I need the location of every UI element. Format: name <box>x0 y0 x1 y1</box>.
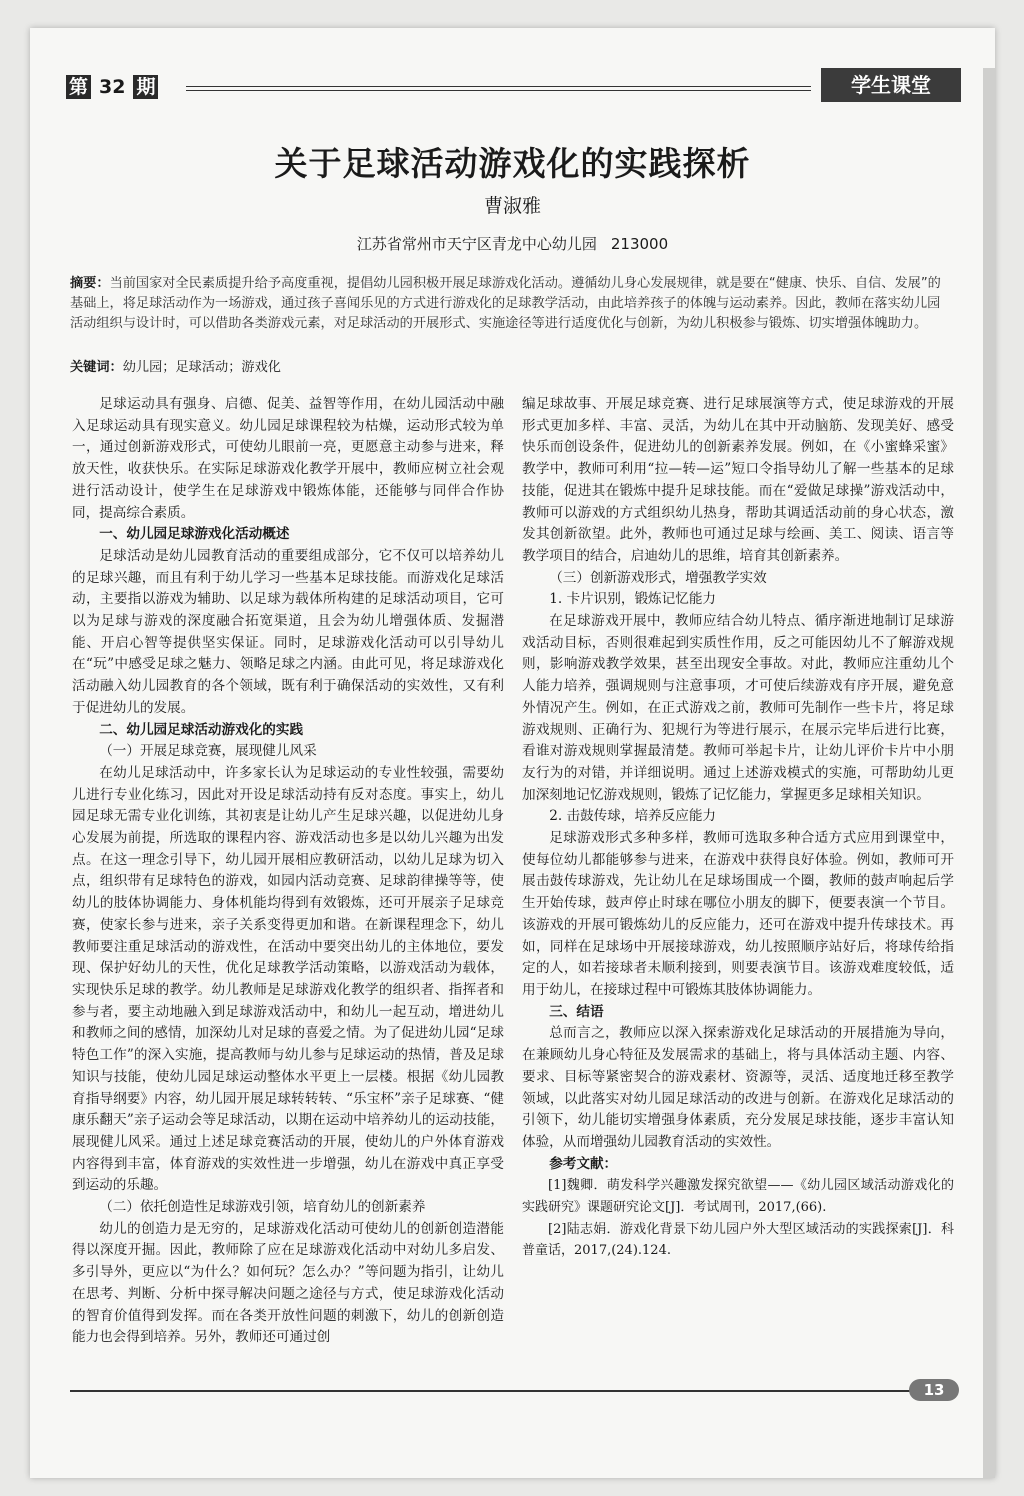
running-header <box>66 74 951 104</box>
section-heading: 一、幼儿园足球游戏化活动概述 <box>99 526 290 543</box>
header-rule-2 <box>186 90 811 91</box>
page-number: 13 <box>909 1379 959 1401</box>
paragraph: 在幼儿足球活动中，许多家长认为足球运动的专业性较强，需要幼儿进行专业化练习，因此对开设足球活动持有反对态度。事实上，幼儿园足球无需专业化训练，其初衷是让幼儿产生足球兴趣，以促进幼儿身心发展为前提，所选取的课程内容、游戏活动也多是以幼儿兴趣为出发点。在这一理念引导下，幼儿园开展相应教研活动，以幼儿足球为切入点，组织带有足球特色的游戏，如园内活动竞赛、足球韵律操等等，使幼儿的肢体协调能力、身体机能均得到有效锻炼，还可开展亲子足球竞赛，使家长参与进来，亲子关系变得更加和谐。在新课程理念下，幼儿教师要注重足球活动的游戏性，在活动中要突出幼儿的主体地位，要发现、保护好幼儿的天性，优化足球教学活动策略，以游戏活动为载体，实现快乐足球的教学。幼儿教师是足球游戏化教学的组织者、指挥者和参与者，要主动地融入到足球游戏活动中，和幼儿一起互动，增进幼儿和教师之间的感情，加深幼儿对足球的喜爱之情。为了促进幼儿园“足球特色工作”的深入实施，提高教师与幼儿参与足球运动的热情，普及足球知识与技能，使幼儿园足球运动整体水平更上一层楼。根据《幼儿园教育指导纲要》内容，幼儿园开展足球转转转、“乐宝杯”亲子足球赛、“健康乐翻天”亲子运动会等足球活动，以期在运动中培养幼儿的运动技能，展现健儿风采。通过上述足球竞赛活动的开展，使幼儿的户外体育游戏内容得到丰富，体育游戏的实效性进一步增强，幼儿在游戏中真正享受到运动的乐趣。 <box>72 764 504 1194</box>
abstract-text: 当前国家对全民素质提升给予高度重视，提倡幼儿园积极开展足球游戏化活动。遵循幼儿身心发展规律，就是要在“健康、快乐、自信、发展”的基础上，将足球活动作为一场游戏，通过孩子喜闻乐见的方式进行游戏化的足球教学活动，由此培养孩子的体魄与运动素养。因此，教师在落实幼儿园活动组织与设计时，可以借助各类游戏元素，对足球活动的开展形式、实施途径等进行适度优化与创新，为幼儿积极参与锻炼、切实增强体魄助力。 <box>70 276 941 331</box>
affiliation-line <box>30 233 995 254</box>
references-label: 参考文献： <box>549 1155 618 1172</box>
subsection-heading: 2. 击鼓传球，培养反应能力 <box>549 808 717 825</box>
issue-number: 32 <box>99 76 126 98</box>
section-heading: 二、幼儿园足球活动游戏化的实践 <box>99 721 304 738</box>
reference-item: [2]陆志娟．游戏化背景下幼儿园户外大型区域活动的实践探索[J]．科普童话，2017,(24).124. <box>522 1221 954 1259</box>
journal-page <box>30 28 995 1478</box>
paragraph: 总而言之，教师应以深入探索游戏化足球活动的开展措施为导向，在兼顾幼儿身心特征及发展需求的基础上，将与具体活动主题、内容、要求、目标等紧密契合的游戏素材、资源等，灵活、适度地迁移至教学领域，以此落实对幼儿园足球活动的改进与创新。在游戏化足球活动的引领下，幼儿能切实增强身体素质，充分发展足球技能，逐步丰富认知体验，从而增强幼儿园教育活动的实效性。 <box>522 1025 954 1150</box>
postcode: 213000 <box>610 235 669 253</box>
paragraph: 编足球故事、开展足球竞赛、进行足球展演等方式，使足球游戏的开展形式更加多样、丰富、灵活，为幼儿在其中开动脑筋、发现美好、感受快乐而创设条件，促进幼儿的创新素养发展。例如，在《小蜜蜂采蜜》教学中，教师可利用“拉—转—运”短口令指导幼儿了解一些基本的足球技能，促进其在锻炼中提升足球技能。而在“爱做足球操”游戏活动中，教师可以游戏的方式组织幼儿热身，帮助其调适活动前的身心状态，激发其创新欲望。此外，教师也可通过足球与绘画、美工、阅读、语言等教学项目的结合，启迪幼儿的思维，培育其创新素养。 <box>522 396 954 564</box>
issue-suffix: 期 <box>133 75 158 99</box>
reference-item: [1]魏卿．萌发科学兴趣激发探究欲望——《幼儿园区域活动游戏化的实践研究》课题研究论文[J]．考试周刊，2017,(66). <box>522 1178 954 1216</box>
left-column <box>72 394 504 1349</box>
right-column <box>522 394 954 1262</box>
keywords-text: 幼儿园；足球活动；游戏化 <box>122 360 281 375</box>
section-label: 学生课堂 <box>821 68 961 102</box>
abstract <box>70 274 950 334</box>
subsection-heading: （三）创新游戏形式，增强教学实效 <box>549 569 767 586</box>
keywords-label: 关键词： <box>70 360 123 375</box>
paragraph: 在足球游戏开展中，教师应结合幼儿特点、循序渐进地制订足球游戏活动目标，否则很难起到实质性作用，反之可能因幼儿不了解游戏规则，影响游戏教学效果，甚至出现安全事故。对此，教师应注重幼儿个人能力培养，强调规则与注意事项，才可使后续游戏有序开展，避免意外情况产生。例如，在正式游戏之前，教师可先制作一些卡片，将足球游戏规则、正确行为、犯规行为等进行展示，在展示完毕后进行比赛，看谁对游戏规则掌握最清楚。教师可举起卡片，让幼儿评价卡片中小朋友行为的对错，并详细说明。通过上述游戏模式的实施，可帮助幼儿更加深刻地记忆游戏规则，锻炼了记忆能力，掌握更多足球相关知识。 <box>522 613 954 803</box>
abstract-label: 摘要： <box>70 276 110 291</box>
keywords <box>70 358 950 378</box>
paragraph: 足球游戏形式多种多样，教师可选取多种合适方式应用到课堂中，使每位幼儿都能够参与进来，在游戏中获得良好体验。例如，教师可开展击鼓传球游戏，先让幼儿在足球场围成一个圈，教师的鼓声响起后学生开始传球，鼓声停止时球在哪位小朋友的脚下，便要表演一个节目。该游戏的开展可锻炼幼儿的反应能力，还可在游戏中提升传球技术。再如，同样在足球场中开展接球游戏，幼儿按照顺序站好后，将球传给指定的人，如若接球者未顺利接到，则要表演节目。该游戏难度较低，适用于幼儿，在接球过程中可锻炼其肢体协调能力。 <box>522 830 954 998</box>
issue-label <box>66 74 158 100</box>
article-title: 关于足球活动游戏化的实践探析 <box>274 144 751 183</box>
affiliation: 江苏省常州市天宁区青龙中心幼儿园 <box>356 235 597 253</box>
page-edge-shadow <box>983 68 995 1478</box>
subsection-heading: （一）开展足球竞赛，展现健儿风采 <box>99 743 317 760</box>
subsection-heading: （二）依托创造性足球游戏引领，培育幼儿的创新素养 <box>99 1199 426 1216</box>
paragraph: 幼儿的创造力是无穷的，足球游戏化活动可使幼儿的创新创造潜能得以深度开掘。因此，教师除了应在足球游戏化活动中对幼儿多启发、多引导外，更应以“为什么？如何玩？怎么办？”等问题为指引，让幼儿在思考、判断、分析中探寻解决问题之途径与方式，使足球游戏化活动的智育价值得到发挥。而在各类开放性问题的刺激下，幼儿的创新创造能力也会得到培养。另外，教师还可通过创 <box>72 1220 504 1346</box>
author: 曹淑雅 <box>483 195 541 217</box>
paragraph: 足球活动是幼儿园教育活动的重要组成部分，它不仅可以培养幼儿的足球兴趣，而且有利于幼儿学习一些基本足球技能。而游戏化足球活动，主要指以游戏为辅助、以足球为载体所构建的足球活动项目，它可以为足球与游戏的深度融合拓宽渠道，且会为幼儿增强体质、发掘潜能、开启心智等提供坚实保证。同时，足球游戏化活动可以引导幼儿在“玩”中感受足球之魅力、领略足球之内涵。由此可见，将足球游戏化活动融入幼儿园教育的各个领域，既有利于确保活动的实效性，又有利于促进幼儿的发展。 <box>72 547 504 716</box>
issue-prefix: 第 <box>66 75 91 99</box>
paragraph: 足球运动具有强身、启德、促美、益智等作用，在幼儿园活动中融入足球运动具有现实意义。幼儿园足球课程较为枯燥，运动形式较为单一，通过创新游戏形式，可使幼儿眼前一亮，更愿意主动参与进来，释放天性，收获快乐。在实际足球游戏化教学开展中，教师应树立社会观进行活动设计，使学生在足球游戏中锻炼体能，还能够与同伴合作协同，提高综合素质。 <box>72 396 504 521</box>
header-rule <box>186 86 811 87</box>
section-heading: 三、结语 <box>549 1003 604 1020</box>
subsection-heading: 1. 卡片识别，锻炼记忆能力 <box>549 591 717 608</box>
footer-rule <box>70 1390 935 1392</box>
